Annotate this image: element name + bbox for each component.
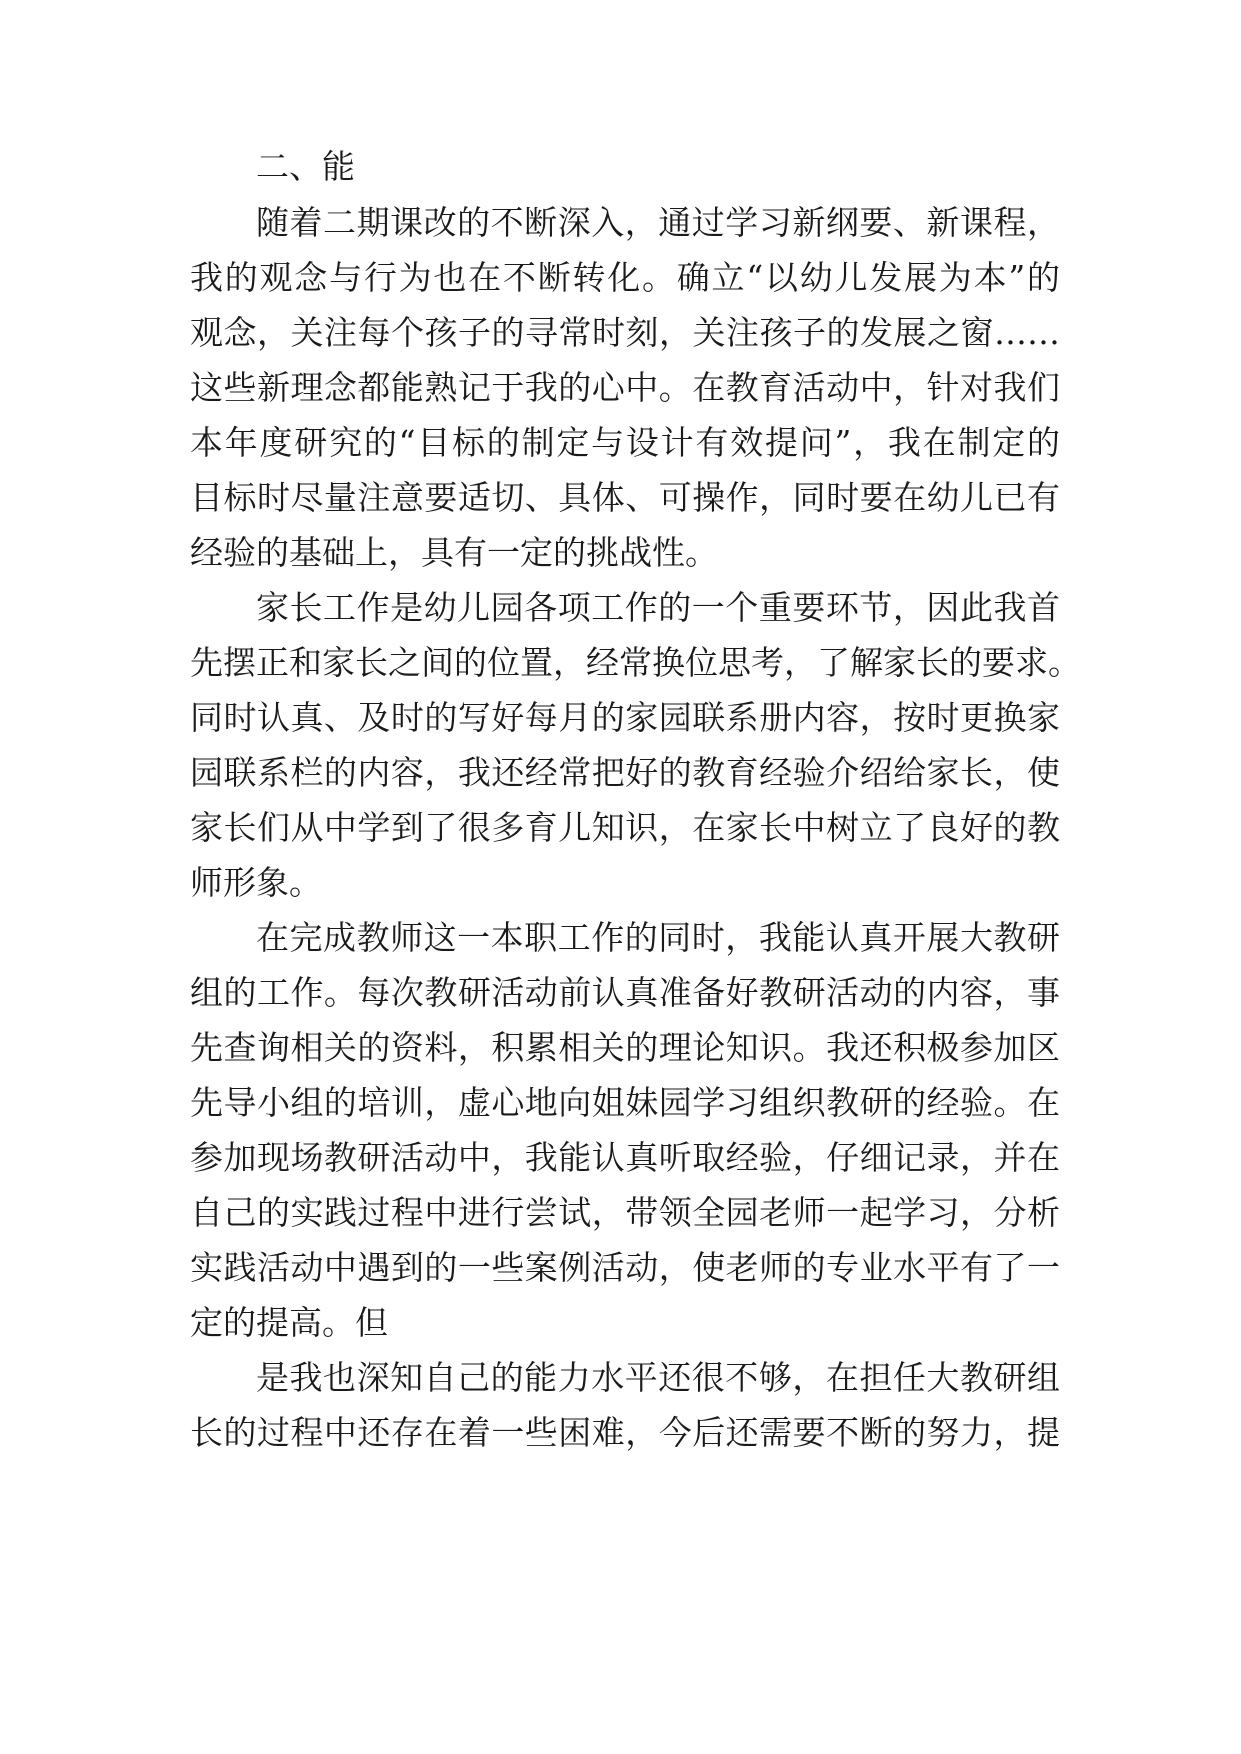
paragraph-line: 经验的基础上，具有一定的挑战性。 bbox=[190, 533, 718, 572]
paragraph-line: 定的提高。但 bbox=[190, 1303, 388, 1342]
section-heading: 二、能 bbox=[256, 147, 355, 186]
paragraph-line: 我的观念与行为也在不断转化。确立“以幼儿发展为本”的 bbox=[190, 258, 1060, 297]
paragraph-line: 目标时尽量注意要适切、具体、可操作，同时要在幼儿已有 bbox=[190, 478, 1060, 517]
paragraph-line: 先导小组的培训，虚心地向姐妹园学习组织教研的经验。在 bbox=[190, 1083, 1060, 1122]
paragraph-line: 长的过程中还存在着一些困难，今后还需要不断的努力，提 bbox=[190, 1413, 1060, 1452]
paragraph-line: 实践活动中遇到的一些案例活动，使老师的专业水平有了一 bbox=[190, 1248, 1060, 1287]
paragraph-line: 是我也深知自己的能力水平还很不够，在担任大教研组 bbox=[256, 1358, 1060, 1397]
paragraph-line: 在完成教师这一本职工作的同时，我能认真开展大教研 bbox=[256, 918, 1060, 957]
paragraph-line: 参加现场教研活动中，我能认真听取经验，仔细记录，并在 bbox=[190, 1138, 1060, 1177]
paragraph-line: 自己的实践过程中进行尝试，带领全园老师一起学习，分析 bbox=[190, 1193, 1060, 1232]
paragraph-line: 随着二期课改的不断深入，通过学习新纲要、新课程， bbox=[256, 203, 1060, 242]
paragraph-line: 先摆正和家长之间的位置，经常换位思考，了解家长的要求。 bbox=[190, 643, 1081, 682]
paragraph-line: 园联系栏的内容，我还经常把好的教育经验介绍给家长，使 bbox=[190, 753, 1060, 792]
paragraph-line: 同时认真、及时的写好每月的家园联系册内容，按时更换家 bbox=[190, 698, 1060, 737]
paragraph-line: 先查询相关的资料，积累相关的理论知识。我还积极参加区 bbox=[190, 1028, 1060, 1067]
paragraph-line: 观念，关注每个孩子的寻常时刻，关注孩子的发展之窗…… bbox=[190, 313, 1060, 352]
paragraph-line: 家长工作是幼儿园各项工作的一个重要环节，因此我首 bbox=[256, 588, 1060, 627]
paragraph-line: 师形象。 bbox=[190, 863, 322, 902]
paragraph-line: 这些新理念都能熟记于我的心中。在教育活动中，针对我们 bbox=[190, 368, 1060, 407]
paragraph-line: 家长们从中学到了很多育儿知识，在家长中树立了良好的教 bbox=[190, 808, 1060, 847]
paragraph-line: 组的工作。每次教研活动前认真准备好教研活动的内容，事 bbox=[190, 973, 1060, 1012]
paragraph-line: 本年度研究的“目标的制定与设计有效提问”，我在制定的 bbox=[190, 423, 1060, 462]
